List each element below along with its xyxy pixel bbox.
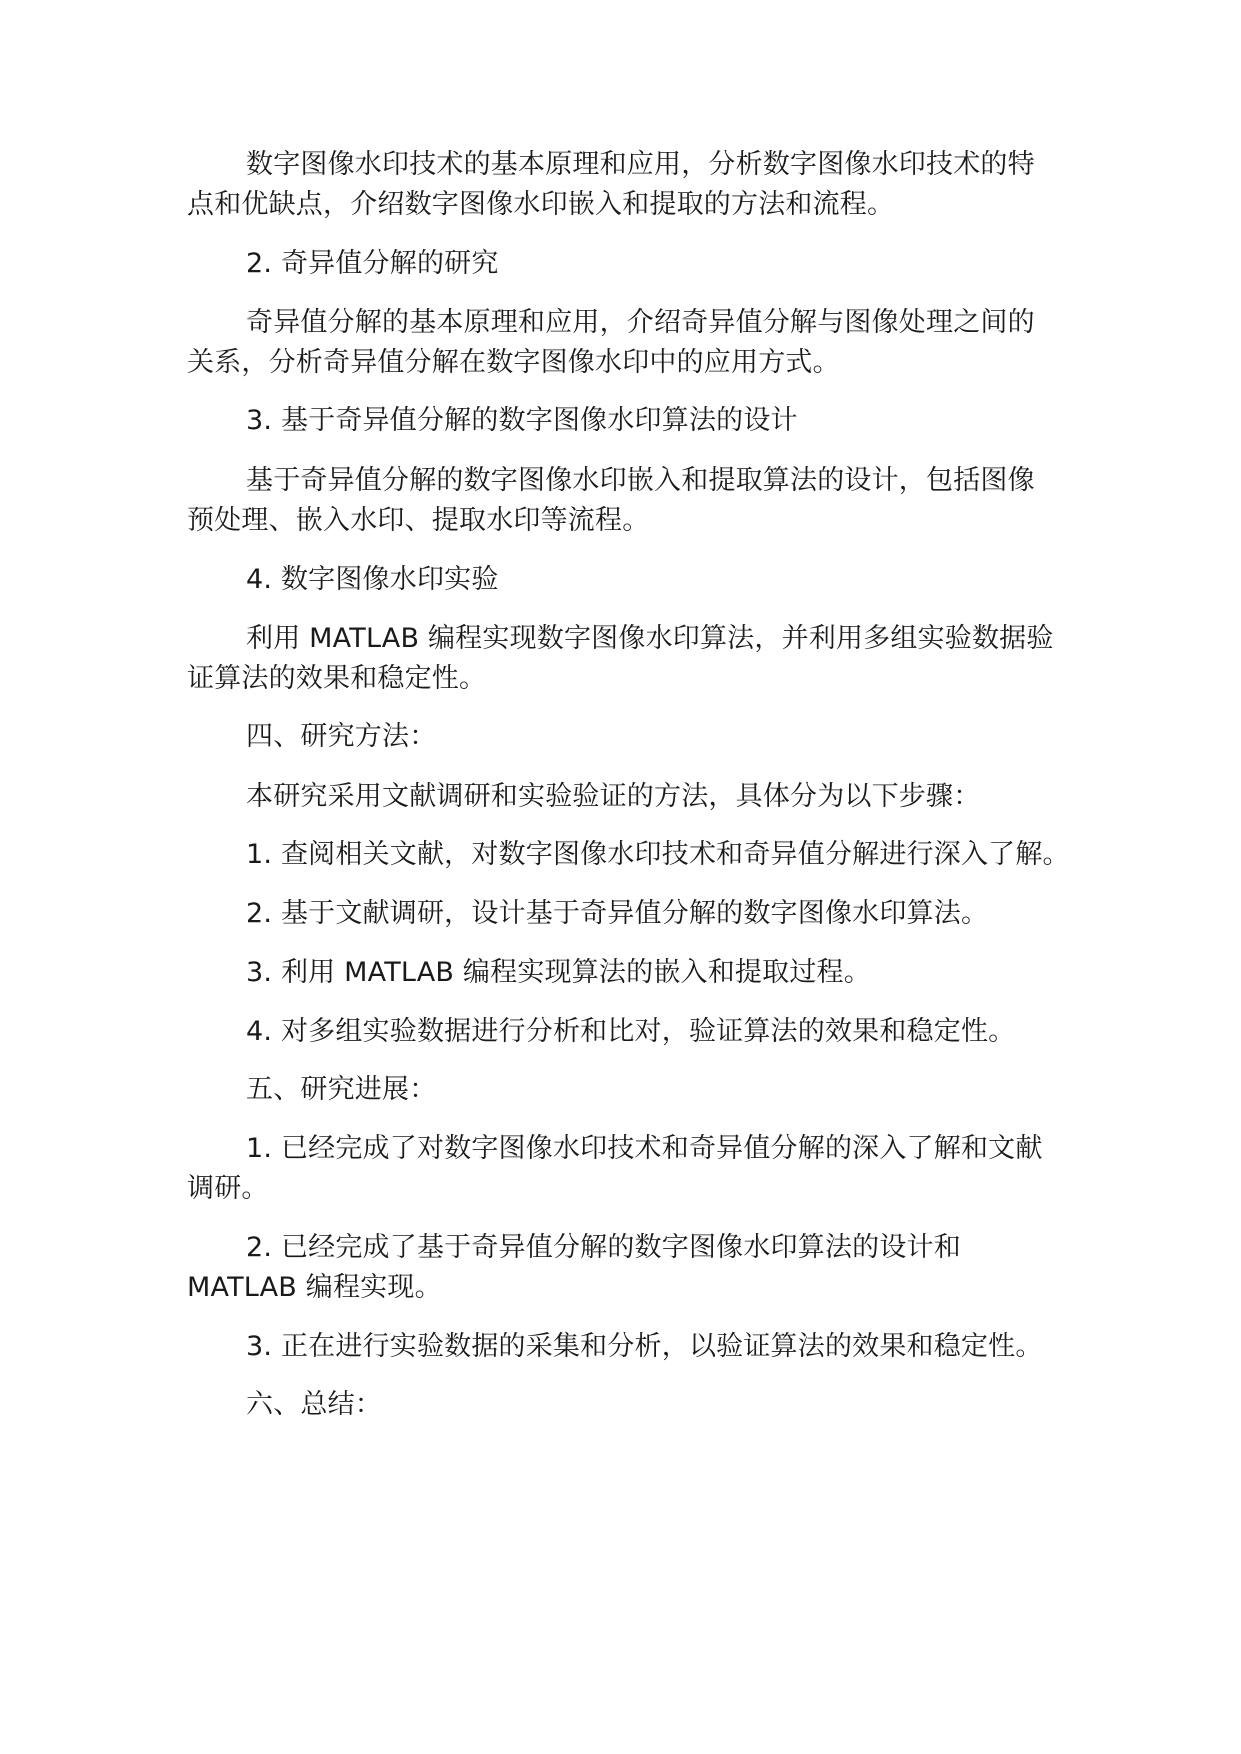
text-line: 2. 奇异值分解的研究 (246, 248, 499, 279)
text-line: 六、总结： (246, 1389, 382, 1420)
text-line: 3. 正在进行实验数据的采集和分析，以验证算法的效果和稳定性。 (246, 1331, 1043, 1362)
text-line: 点和优缺点，介绍数字图像水印嵌入和提取的方法和流程。 (187, 189, 895, 220)
text-line: 基于奇异值分解的数字图像水印嵌入和提取算法的设计，包括图像 (246, 465, 1035, 496)
text-line: MATLAB 编程实现。 (187, 1272, 442, 1303)
text-line: 奇异值分解的基本原理和应用，介绍奇异值分解与图像处理之间的 (246, 307, 1035, 338)
text-line: 4. 数字图像水印实验 (246, 564, 499, 595)
text-line: 调研。 (187, 1173, 269, 1204)
text-line: 1. 查阅相关文献，对数字图像水印技术和奇异值分解进行深入了解。 (246, 839, 1070, 870)
text-line: 2. 已经完成了基于奇异值分解的数字图像水印算法的设计和 (246, 1232, 961, 1263)
text-line: 五、研究进展： (246, 1074, 437, 1105)
text-line: 四、研究方法： (246, 721, 437, 752)
text-line: 数字图像水印技术的基本原理和应用，分析数字图像水印技术的特 (246, 149, 1035, 180)
text-line: 利用 MATLAB 编程实现数字图像水印算法，并利用多组实验数据验 (246, 623, 1054, 654)
text-line: 本研究采用文献调研和实验验证的方法，具体分为以下步骤： (246, 781, 981, 812)
text-line: 3. 利用 MATLAB 编程实现算法的嵌入和提取过程。 (246, 957, 871, 988)
text-line: 预处理、嵌入水印、提取水印等流程。 (187, 505, 650, 536)
text-line: 4. 对多组实验数据进行分析和比对，验证算法的效果和稳定性。 (246, 1016, 1016, 1047)
text-line: 3. 基于奇异值分解的数字图像水印算法的设计 (246, 405, 798, 436)
text-line: 2. 基于文献调研，设计基于奇异值分解的数字图像水印算法。 (246, 898, 989, 929)
text-line: 关系，分析奇异值分解在数字图像水印中的应用方式。 (187, 347, 840, 378)
text-line: 证算法的效果和稳定性。 (187, 663, 487, 694)
text-line: 1. 已经完成了对数字图像水印技术和奇异值分解的深入了解和文献 (246, 1133, 1043, 1164)
